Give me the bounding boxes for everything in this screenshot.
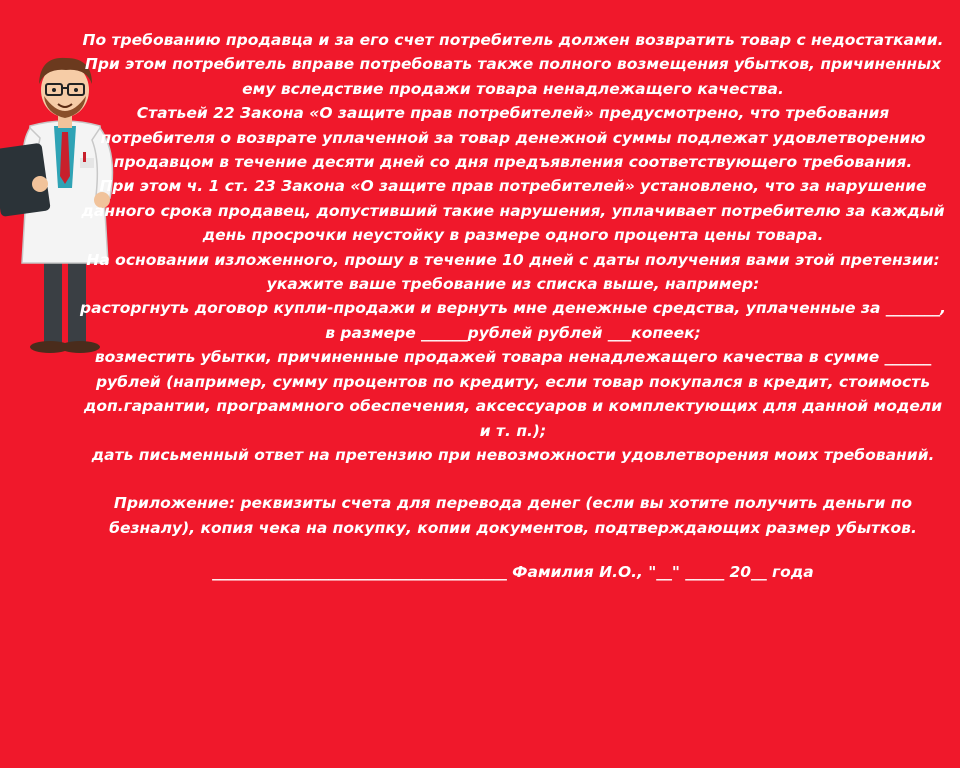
paragraph-article-22: Статьей 22 Закона «О защите прав потребителей» предусмотрено, что требования потребителя о возврате уплаченной за товар денежной суммы подлежат удовлетворению продавцом в течение десяти дней со дня предъявления соответствующего требования. xyxy=(100,104,926,172)
paragraph-option-answer: дать письменный ответ на претензию при невозможности удовлетворения моих требований. xyxy=(91,445,935,464)
paragraph-damages: При этом потребитель вправе потребовать также полного возмещения убытков, причиненных ему вследствие продажи товара ненадлежащего качества. xyxy=(84,55,942,98)
paragraph-return-goods: По требованию продавца и за его счет потребитель должен возвратить товар с недостатками. xyxy=(82,31,944,49)
paragraph-request: На основании изложенного, прошу в течение 10 дней с даты получения вами этой претензии: xyxy=(86,250,940,269)
paragraph-instruction: укажите ваше требование из списка выше, например: xyxy=(266,275,760,294)
paragraph-article-23: При этом ч. 1 ст. 23 Закона «О защите прав потребителей» установлено, что за нарушение данного срока продавец, допустивший такие нарушения, уплачивает потребителю за каждый день просрочки неустойку в размере одного процента цены товара. xyxy=(81,177,945,245)
paragraph-option-refund: расторгнуть договор купли-продажи и вернуть мне денежные средства, уплаченные за _______, в размере ______рублей рублей ___копеек; xyxy=(80,299,946,342)
signature-line: ______________________________________ Фамилия И.О., "__" _____ 20__ года xyxy=(212,563,814,582)
paragraph-option-compensation: возместить убытки, причиненные продажей товара ненадлежащего качества в сумме ______ рублей (например, сумму процентов по кредиту, если товар покупался в кредит, стоимость доп.гарантии, программного обеспечения, аксессуаров и комплектующих для данной модели и т. п.); xyxy=(83,348,943,440)
attachment-text: Приложение: реквизиты счета для перевода денег (если вы хотите получить деньги по безналу), копия чека на покупку, копии документов, подтверждающих размер убытков. xyxy=(109,494,917,537)
claim-text xyxy=(80,28,946,585)
